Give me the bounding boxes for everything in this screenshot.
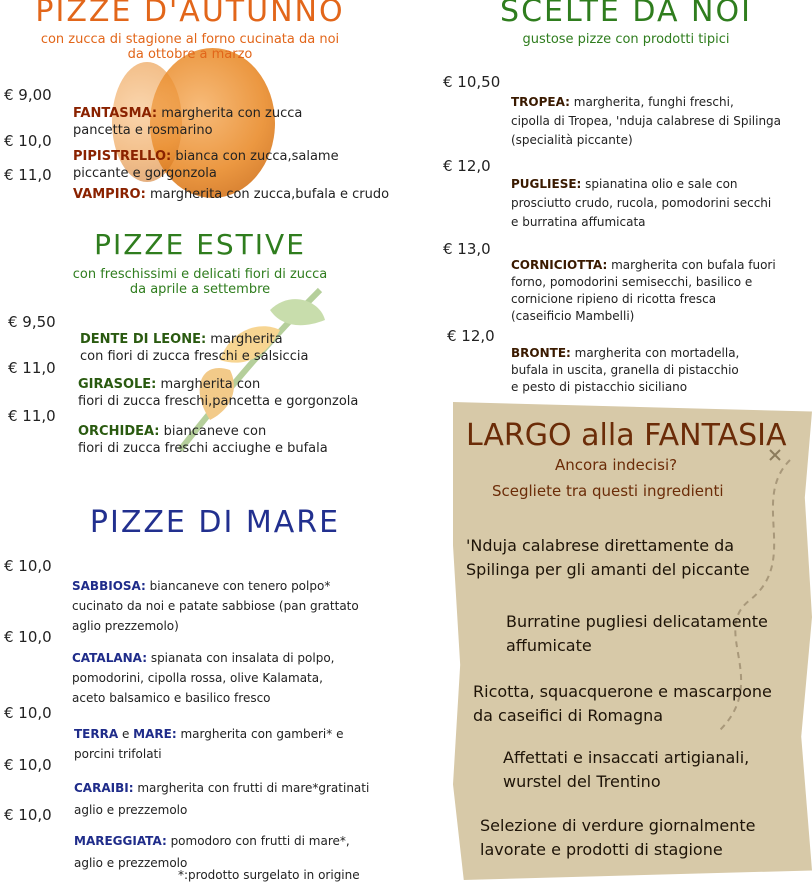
item-name: CORNICIOTTA: bbox=[511, 258, 608, 272]
item-price: € 11,0 bbox=[4, 166, 52, 184]
item-desc: margherita con fiori di zucca freschi e salsiccia bbox=[80, 332, 309, 364]
mare-title: PIZZE DI MARE bbox=[89, 505, 341, 540]
item-desc: bianca con zucca,salame piccante e gorgonzola bbox=[73, 149, 339, 181]
item-desc: spianata con insalata di polpo, pomodorini, cipolla rossa, olive Kalamata, aceto balsamico e basilico fresco bbox=[72, 651, 335, 705]
fantasia-line2: Sceglietе tra questi ingredienti bbox=[492, 482, 724, 500]
item-price: € 12,0 bbox=[447, 327, 495, 345]
item-desc: spianatina olio e sale con prosciutto crudo, rucola, pomodorini secchi e burratina affumicata bbox=[511, 177, 772, 229]
menu-item bbox=[80, 314, 308, 365]
item-name: GIRASOLE: bbox=[78, 377, 157, 392]
item-name: VAMPIRO: bbox=[73, 187, 146, 202]
ingredient-item: Ricotta, squacquerone e mascarpone da caseifici di Romagna bbox=[473, 682, 772, 725]
autunno-title: PIZZE D'AUTUNNO bbox=[35, 0, 345, 29]
fantasia-title: LARGO alla FANTASIA bbox=[466, 418, 787, 453]
menu-item bbox=[73, 169, 389, 203]
item-name: FANTASMA: bbox=[73, 106, 158, 121]
menu-item bbox=[72, 556, 359, 636]
item-name: MAREGGIATA: bbox=[74, 834, 167, 848]
item-desc: margherita con zucca,bufala e crudo bbox=[145, 187, 390, 202]
item-desc: margherita con frutti di mare*gratinati aglio e prezzemolo bbox=[74, 781, 370, 817]
item-price: € 11,0 bbox=[8, 359, 56, 377]
autunno-subtitle: con zucca di stagione al forno cucinata da noi da ottobre a marzo bbox=[40, 32, 340, 62]
ingredient-item: Affettati e insaccati artigianali, wurstel del Trentino bbox=[503, 748, 750, 791]
menu-item bbox=[72, 628, 335, 708]
item-price: € 10,0 bbox=[4, 557, 52, 575]
item-desc: margherita con bufala fuori forno, pomodorini semisecchi, basilico e cornicione ripieno di ricotta fresca (caseificio Mambelli) bbox=[511, 258, 776, 323]
item-desc: margherita con fiori di zucca freschi,pancetta e gorgonzola bbox=[78, 377, 359, 409]
item-name: SABBIOSA: bbox=[72, 579, 146, 593]
item-name: CARAIBI: bbox=[74, 781, 134, 795]
item-desc: margherita con mortadella, bufala in uscita, granella di pistacchio e pesto di pistacchio siciliano bbox=[511, 346, 740, 394]
menu-item bbox=[511, 74, 781, 150]
item-price: € 10,50 bbox=[443, 73, 501, 91]
item-desc: margherita con gamberi* e porcini trifolati bbox=[74, 727, 344, 761]
item-name: PUGLIESE: bbox=[511, 177, 582, 191]
footnote: *:prodotto surgelato in origine bbox=[178, 868, 360, 882]
menu-item bbox=[74, 808, 350, 874]
scelte-subtitle: gustose pizze con prodotti tipici bbox=[522, 32, 730, 47]
item-price: € 10,0 bbox=[4, 704, 52, 722]
item-price: € 12,0 bbox=[443, 157, 491, 175]
item-price: € 10,0 bbox=[4, 806, 52, 824]
item-name: BRONTE: bbox=[511, 346, 571, 360]
item-price: € 13,0 bbox=[443, 240, 491, 258]
item-price: € 10,0 bbox=[4, 132, 52, 150]
estive-title: PIZZE ESTIVE bbox=[94, 228, 306, 261]
ingredient-item: Burratine pugliesi delicatamente affumicate bbox=[506, 612, 768, 655]
menu-item bbox=[511, 240, 776, 325]
item-desc: margherita, funghi freschi, cipolla di Tropea, 'nduja calabrese di Spilinga (specialità piccante) bbox=[511, 95, 782, 147]
item-name: ORCHIDEA: bbox=[78, 424, 160, 439]
item-price: € 9,50 bbox=[8, 313, 56, 331]
menu-item bbox=[78, 359, 358, 410]
item-price: € 11,0 bbox=[8, 407, 56, 425]
ingredient-item: Selezione di verdure giornalmente lavorate e prodotti di stagione bbox=[480, 816, 756, 859]
menu-item bbox=[78, 406, 328, 457]
estive-subtitle: con freschissimi e delicati fiori di zucca da aprile a settembre bbox=[72, 267, 328, 297]
item-name: TERRA bbox=[74, 727, 119, 741]
item-price: € 10,0 bbox=[4, 756, 52, 774]
item-price: € 10,0 bbox=[4, 628, 52, 646]
item-price: € 9,00 bbox=[4, 86, 52, 104]
item-desc: pomodoro con frutti di mare*, aglio e prezzemolo bbox=[74, 834, 350, 870]
item-name: PIPISTRELLO: bbox=[73, 149, 172, 164]
item-desc: biancaneve con tenero polpo* cucinato da noi e patate sabbiose (pan grattato aglio prezzemolo) bbox=[72, 579, 359, 633]
item-desc: margherita con zucca pancetta e rosmarino bbox=[73, 106, 303, 138]
item-desc: biancaneve con fiori di zucca freschi acciughe e bufala bbox=[78, 424, 328, 456]
item-connector: e bbox=[118, 727, 134, 741]
item-name-2: MARE: bbox=[133, 727, 177, 741]
item-name: DENTE DI LEONE: bbox=[80, 332, 207, 347]
fantasia-line1: Ancora indecisi? bbox=[555, 456, 678, 474]
item-name: TROPEA: bbox=[511, 95, 570, 109]
item-name: CATALANA: bbox=[72, 651, 147, 665]
ingredient-item: 'Nduja calabrese direttamente da Spilinga per gli amanti del piccante bbox=[466, 536, 750, 579]
menu-item bbox=[511, 328, 739, 396]
menu-item bbox=[511, 156, 771, 232]
scelte-title: SCELTE DA NOI bbox=[500, 0, 752, 29]
